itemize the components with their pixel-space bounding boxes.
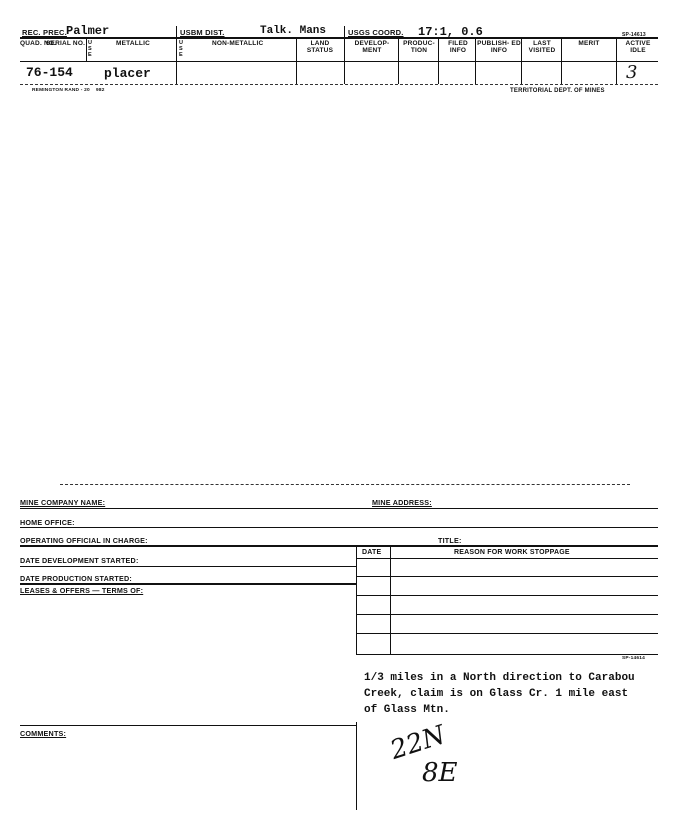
line <box>356 595 658 596</box>
line <box>356 614 658 615</box>
location-line-1: 1/3 miles in a North direction to Carabou <box>364 672 635 684</box>
divider <box>356 722 357 810</box>
columns-line <box>20 61 658 62</box>
divider <box>521 38 522 84</box>
rec-prec-value: Palmer <box>66 24 110 38</box>
date-col-header: DATE <box>362 549 382 556</box>
mine-address-label: MINE ADDRESS: <box>372 498 432 507</box>
location-line-2: Creek, claim is on Glass Cr. 1 mile east <box>364 688 629 700</box>
col-development: DEVELOP- MENT <box>354 40 390 54</box>
line <box>356 654 658 655</box>
leases-offers-label: LEASES & OFFERS — TERMS OF: <box>20 586 144 595</box>
col-use-2: U S E <box>179 40 184 58</box>
line <box>20 725 356 726</box>
usgs-coord-label: USGS COORD. <box>348 28 404 37</box>
divider <box>296 38 297 84</box>
location-line-3: of Glass Mtn. <box>364 704 450 716</box>
col-land-status: LAND STATUS <box>306 40 334 54</box>
divider <box>390 545 391 655</box>
line <box>356 558 658 559</box>
line <box>20 527 658 528</box>
divider <box>438 38 439 84</box>
form-code: SP-14613 <box>622 32 646 38</box>
location-note <box>364 670 635 718</box>
handwritten-township: 22N <box>386 720 450 766</box>
mine-company-name-label: MINE COMPANY NAME: <box>20 498 106 507</box>
printer-code: 982 <box>96 88 105 93</box>
reason-col-header: REASON FOR WORK STOPPAGE <box>454 549 570 556</box>
line <box>20 545 658 547</box>
divider <box>86 38 87 62</box>
line <box>356 576 658 577</box>
divider <box>344 26 345 84</box>
col-non-metallic: NON-METALLIC <box>212 40 264 47</box>
divider <box>475 38 476 84</box>
printer-label: REMINGTON RAND - 20 <box>32 88 90 93</box>
divider <box>398 38 399 84</box>
operating-official-label: OPERATING OFFICIAL IN CHARGE: <box>20 536 148 545</box>
line <box>20 508 658 509</box>
line <box>356 633 658 634</box>
divider <box>616 38 617 84</box>
col-active-idle: ACTIVE IDLE <box>625 40 651 54</box>
active-idle-mark: 3 <box>626 62 638 83</box>
date-prod-started-label: DATE PRODUCTION STARTED: <box>20 574 132 583</box>
usbm-dist-label: USBM DIST. <box>180 28 225 37</box>
line <box>20 583 356 585</box>
quad-serial-value: 76-154 <box>26 65 73 80</box>
col-production: PRODUC- TION <box>403 40 435 54</box>
col-use-1: U S E <box>88 40 93 58</box>
col-published-info: PUBLISH- ED INFO <box>477 40 521 54</box>
home-office-label: HOME OFFICE: <box>20 518 75 527</box>
line <box>20 566 356 567</box>
col-merit: MERIT <box>578 40 600 47</box>
metallic-value: placer <box>104 66 151 81</box>
date-dev-started-label: DATE DEVELOPMENT STARTED: <box>20 556 139 565</box>
usbm-dist-value: Talk. Mans <box>260 25 327 37</box>
title-label: TITLE: <box>438 536 462 545</box>
usgs-coord-value: 17:1, 0.6 <box>418 25 483 39</box>
header-line <box>20 37 658 39</box>
col-filed-info: FILED INFO <box>448 40 468 54</box>
divider <box>356 545 357 655</box>
form-code-2: SP-14614 <box>622 656 645 661</box>
rec-prec-label: REC. PREC. <box>22 28 67 37</box>
dept-label: TERRITORIAL DEPT. OF MINES <box>510 88 605 94</box>
col-serial-no: SERIAL NO. <box>46 40 86 47</box>
comments-label: COMMENTS: <box>20 729 67 738</box>
col-metallic: METALLIC <box>116 40 150 47</box>
card-bottom-line <box>20 84 658 85</box>
col-last-visited: LAST VISITED <box>528 40 556 54</box>
divider <box>176 26 177 84</box>
col-quad-no: QUAD. NO. <box>20 40 57 47</box>
handwritten-range: 8E <box>422 758 458 788</box>
divider <box>561 38 562 84</box>
lower-card-top-edge <box>60 484 630 485</box>
